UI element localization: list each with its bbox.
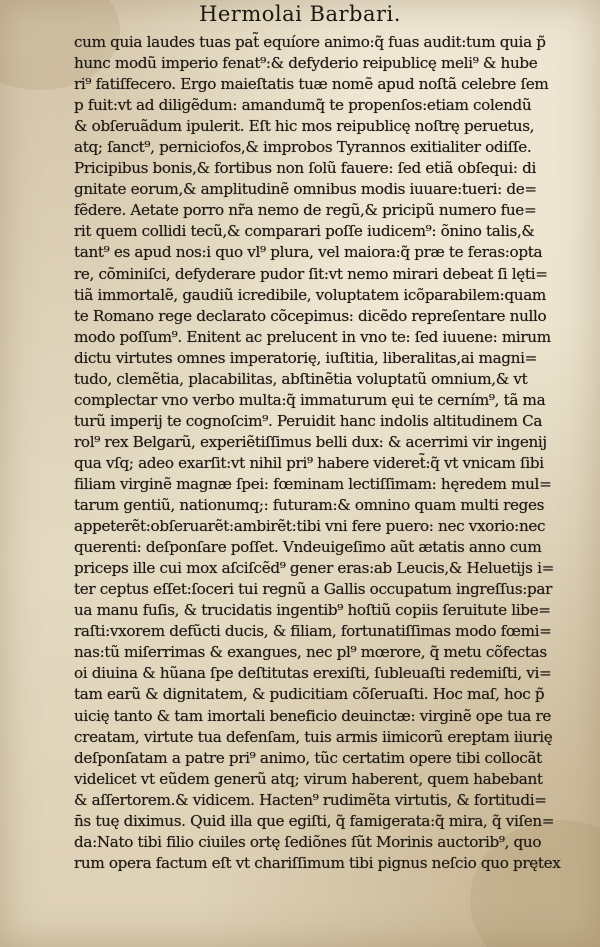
text-line: raſti:vxorem defũcti ducis, & filiam, fortunatiſſimas modo fœmi= [74, 622, 552, 641]
text-line: tam earũ & dignitatem, & pudicitiam cõſeruaſti. Hoc maſ, hoc p̃ [74, 685, 545, 704]
text-line: filiam virginẽ magnæ ſpei: fœminam lectiſſimam: hęredem mul= [74, 474, 552, 493]
text-line: appeterẽt:obſeruarẽt:ambirẽt:tibi vni fere puero: nec vxorio:nec [74, 517, 546, 536]
text-block [74, 32, 574, 874]
text-line: nas:tũ miſerrimas & exangues, nec pl⁹ mœrore, q̃ metu cõfectas [74, 643, 547, 662]
text-line: querenti: deſponſare poſſet. Vndeuigeſimo aũt ætatis anno cum [74, 538, 542, 557]
text-line: ri⁹ fatiſfecero. Ergo maieſtatis tuæ nomẽ apud noſtã celebre ſem [74, 75, 549, 94]
text-line: fẽdere. Aetate porro nr̃a nemo de regũ,& pricipũ numero fue= [74, 201, 537, 220]
text-line: rol⁹ rex Belgarũ, experiẽtiſſimus belli dux: & acerrimi vir ingenij [74, 432, 547, 451]
text-line: oi diuina & hũana ſpe deſtitutas erexiſti, ſubleuaſti redemiſti, vi= [74, 664, 552, 683]
text-line: uicię tanto & tam imortali beneficio deuinctæ: virginẽ ope tua re [74, 706, 551, 725]
text-line: tarum gentiũ, nationumq;: futuram:& omnino quam multi reges [74, 496, 545, 515]
text-line: te Romano rege declarato cõcepimus: dicẽdo repreſentare nullo [74, 306, 547, 325]
text-line: ter ceptus eſſet:ſoceri tui regnũ a Gallis occupatum ingreſſus:par [74, 580, 553, 599]
text-line: turũ imperij te cognoſcim⁹. Peruidit hanc indolis altitudinem Ca [74, 411, 543, 430]
text-line: videlicet vt eũdem generũ atq; virum haberent, quem habebant [74, 769, 543, 788]
text-line: qua vſq; adeo exarſit:vt nihil pri⁹ habere videret̃:q̃ vt vnicam ſibi [74, 453, 544, 472]
text-line: ua manu fuſis, & trucidatis ingentib⁹ hoſtiũ copiis ſeruitute libe= [74, 601, 551, 620]
text-line: tiã immortalẽ, gaudiũ icredibile, voluptatem icõparabilem:quam [74, 285, 546, 304]
text-line: & obſeruãdum ipulerit. Eſt hic mos reipublicę noſtrę peruetus, [74, 117, 535, 136]
text-line: priceps ille cui mox aſciſcẽd⁹ gener eras:ab Leucis,& Heluetijs i= [74, 559, 554, 578]
text-line: da:Nato tibi filio ciuiles ortę ſediõnes ſũt Morinis auctorib⁹, quo [74, 832, 542, 851]
text-line: modo poſſum⁹. Enitent ac prelucent in vno te: ſed iuuene: mirum [74, 327, 551, 346]
text-line: complectar vno verbo multa:q̃ immaturum ęui te cerním⁹, tã ma [74, 390, 546, 409]
running-head: Hermolai Barbari. [199, 2, 401, 26]
text-line: p fuit:vt ad diligẽdum: amandumq̃ te propenſos:etiam colendũ [74, 96, 532, 115]
text-line: deſponſatam a patre pri⁹ animo, tũc certatim opere tibi collocãt [74, 748, 542, 767]
text-line: tant⁹ es apud nos:i quo vl⁹ plura, vel maiora:q̃ præ te feras:opta [74, 243, 543, 262]
text-line: re, cõminiſci, defyderare pudor ſit:vt nemo mirari debeat ſi lęti= [74, 264, 548, 283]
text-line: rit quem collidi tecũ,& comparari poſſe iudicem⁹: õnino talis,& [74, 222, 535, 241]
text-line: hunc modũ imperio fenat⁹:& defyderio reipublicę meli⁹ & hube [74, 54, 538, 73]
text-line: atq; ſanct⁹, perniciofos,& improbos Tyrannos exitialiter odiſſe. [74, 138, 532, 157]
text-line: creatam, virtute tua defenſam, tuis armis iimicorũ ereptam iiurię [74, 727, 553, 746]
text-line: tudo, clemẽtia, placabilitas, abſtinẽtia voluptatũ omnium,& vt [74, 369, 528, 388]
text-line: n̄s tuę diximus. Quid illa que egiſti, q̃ famigerata:q̃ mira, q̃ viſen= [74, 811, 555, 830]
text-line: dictu virtutes omnes imperatorię, iuſtitia, liberalitas,ai magni= [74, 348, 537, 367]
text-line: gnitate eorum,& amplitudinẽ omnibus modis iuuare:tueri: de= [74, 180, 537, 199]
text-line: rum opera factum eſt vt chariſſimum tibi pignus neſcio quo prętex [74, 853, 561, 872]
text-line: cum quia laudes tuas pat̃ equíore animo:q̃ fuas audit:tum quia p̃ [74, 33, 546, 51]
text-line: & aſſertorem.& vidicem. Hacten⁹ rudimẽta virtutis, & fortitudi= [74, 790, 547, 809]
text-line: Pricipibus bonis,& fortibus non ſolũ fauere: ſed etiã obſequi: di [74, 159, 536, 178]
